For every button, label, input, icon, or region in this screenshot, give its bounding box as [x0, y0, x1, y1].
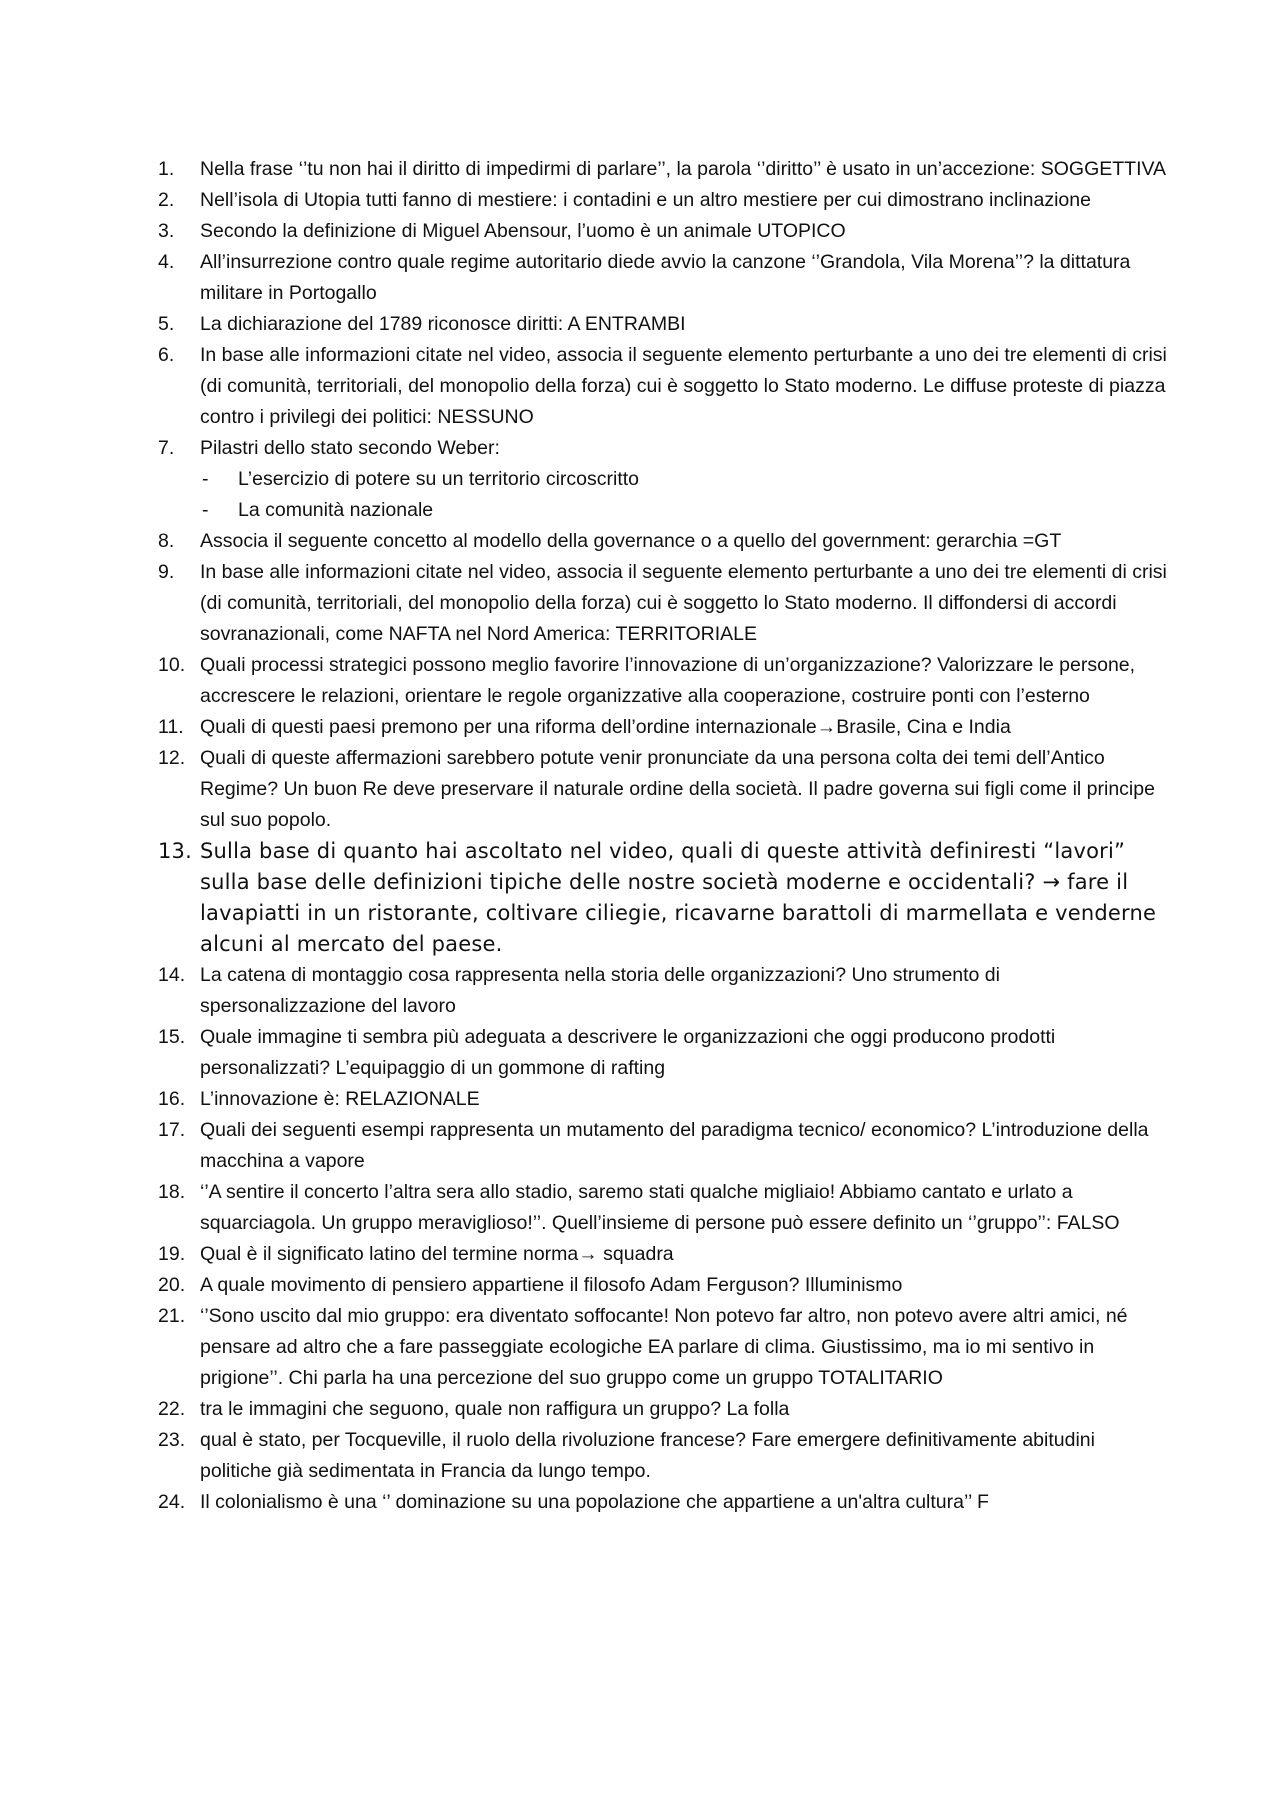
- item-number: 17.: [158, 1119, 186, 1141]
- item-text: Nell’isola di Utopia tutti fanno di mestiere: i contadini e un altro mestiere per cui dimostrano inclinazione: [200, 189, 1091, 211]
- item-number: 13.: [158, 839, 192, 863]
- list-item: [158, 650, 1168, 712]
- item-number: 1.: [158, 158, 175, 180]
- list-item: [158, 154, 1168, 185]
- item-text: In base alle informazioni citate nel video, associa il seguente elemento perturbante a uno dei tre elementi di crisi (di comunità, territoriali, del monopolio della forza) cui è soggetto lo Stato moderno. Il diffondersi di accordi sovranazionali, come NAFTA nel Nord America: TERRITORIALE: [200, 561, 1167, 645]
- item-text: La catena di montaggio cosa rappresenta nella storia delle organizzazioni? Uno strumento di spersonalizzazione del lavoro: [200, 964, 1000, 1017]
- list-item: [158, 743, 1168, 836]
- item-text: In base alle informazioni citate nel video, associa il seguente elemento perturbante a uno dei tre elementi di crisi (di comunità, territoriali, del monopolio della forza) cui è soggetto lo Stato moderno. Le diffuse proteste di piazza contro i privilegi dei politici: NESSUNO: [200, 344, 1167, 428]
- item-number: 21.: [158, 1305, 186, 1327]
- item-text: Quali di queste affermazioni sarebbero potute venir pronunciate da una persona colta dei temi dell’Antico Regime? Un buon Re deve preservare il naturale ordine della società. Il padre governa sui figli come il principe sul suo popolo.: [200, 747, 1155, 831]
- item-number: 22.: [158, 1398, 186, 1420]
- list-item: [158, 1301, 1168, 1394]
- list-item: [158, 960, 1168, 1022]
- list-item: [158, 712, 1168, 743]
- list-item: [158, 247, 1168, 309]
- list-item: [158, 309, 1168, 340]
- item-text: Nella frase ‘’tu non hai il diritto di impedirmi di parlare’’, la parola ‘’diritto’’ è usato in un’accezione: SOGGETTIVA: [200, 158, 1167, 180]
- item-text: Qual è il significato latino del termine norma→ squadra: [200, 1243, 674, 1265]
- item-text: La dichiarazione del 1789 riconosce diritti: A ENTRAMBI: [200, 313, 686, 335]
- list-item: [158, 1239, 1168, 1270]
- list-item: [158, 185, 1168, 216]
- item-number: 10.: [158, 654, 186, 676]
- item-text: Secondo la definizione di Miguel Abensour, l’uomo è un animale UTOPICO: [200, 220, 846, 242]
- item-number: 3.: [158, 220, 175, 242]
- list-item: [158, 836, 1168, 960]
- sub-list-item: [200, 464, 1168, 495]
- item-number: 7.: [158, 437, 175, 459]
- item-number: 20.: [158, 1274, 186, 1296]
- item-number: 23.: [158, 1429, 186, 1451]
- sub-list: [200, 464, 1168, 526]
- sub-list-item: [200, 495, 1168, 526]
- item-number: 18.: [158, 1181, 186, 1203]
- item-number: 9.: [158, 561, 175, 583]
- list-item: [158, 1177, 1168, 1239]
- item-number: 19.: [158, 1243, 186, 1265]
- list-item: [158, 1084, 1168, 1115]
- item-number: 6.: [158, 344, 175, 366]
- item-number: 12.: [158, 747, 186, 769]
- item-text: Pilastri dello stato secondo Weber:: [200, 437, 500, 459]
- list-item: [158, 1115, 1168, 1177]
- item-number: 15.: [158, 1026, 186, 1048]
- dash-bullet: -: [202, 499, 209, 521]
- sub-item-text: La comunità nazionale: [238, 499, 434, 521]
- list-item: [158, 557, 1168, 650]
- list-item: [158, 1394, 1168, 1425]
- item-number: 4.: [158, 251, 175, 273]
- item-number: 11.: [158, 716, 184, 738]
- list-item: [158, 1270, 1168, 1301]
- item-text: ‘’Sono uscito dal mio gruppo: era diventato soffocante! Non potevo far altro, non potevo avere altri amici, né pensare ad altro che a fare passeggiate ecologiche EA parlare di clima. Giustissimo, ma io mi sentivo in prigione’’. Chi parla ha una percezione del suo gruppo come un gruppo TOTALITARIO: [200, 1305, 1128, 1389]
- item-number: 2.: [158, 189, 175, 211]
- list-item: [158, 1425, 1168, 1487]
- item-text: Associa il seguente concetto al modello della governance o a quello del government: gerarchia =GT: [200, 530, 1062, 552]
- item-text: qual è stato, per Tocqueville, il ruolo della rivoluzione francese? Fare emergere definitivamente abitudini politiche già sedimentata in Francia da lungo tempo.: [200, 1429, 1095, 1482]
- item-text: ‘’A sentire il concerto l’altra sera allo stadio, saremo stati qualche migliaio! Abbiamo cantato e urlato a squarciagola. Un gruppo meraviglioso!’’. Quell’insieme di persone può essere definito un ‘’gruppo’’: FALSO: [200, 1181, 1120, 1234]
- answer-list: [158, 154, 1168, 1518]
- item-number: 14.: [158, 964, 186, 986]
- list-item: [158, 1487, 1168, 1518]
- item-text: L’innovazione è: RELAZIONALE: [200, 1088, 480, 1110]
- list-item: [158, 526, 1168, 557]
- list-item: [158, 340, 1168, 433]
- item-number: 16.: [158, 1088, 186, 1110]
- item-text: All’insurrezione contro quale regime autoritario diede avvio la canzone ‘’Grandola, Vila Morena’’? la dittatura militare in Portogallo: [200, 251, 1131, 304]
- item-number: 8.: [158, 530, 175, 552]
- item-text: Quali di questi paesi premono per una riforma dell’ordine internazionale→Brasile, Cina e India: [200, 716, 1011, 738]
- sub-item-text: L’esercizio di potere su un territorio circoscritto: [238, 468, 639, 490]
- item-text: Il colonialismo è una ‘’ dominazione su una popolazione che appartiene a un'altra cultura’’ F: [200, 1491, 989, 1513]
- item-number: 5.: [158, 313, 175, 335]
- item-text: Sulla base di quanto hai ascoltato nel video, quali di queste attività definiresti “lavori” sulla base delle definizioni tipiche delle nostre società moderne e occidentali? → fare il lavapiatti in un ristorante, coltivare ciliegie, ricavarne barattoli di marmellata e venderne alcuni al mercato del paese.: [200, 839, 1157, 956]
- list-item: [158, 1022, 1168, 1084]
- item-text: A quale movimento di pensiero appartiene il filosofo Adam Ferguson? Illuminismo: [200, 1274, 903, 1296]
- item-text: Quali dei seguenti esempi rappresenta un mutamento del paradigma tecnico/ economico? L’introduzione della macchina a vapore: [200, 1119, 1149, 1172]
- item-text: Quale immagine ti sembra più adeguata a descrivere le organizzazioni che oggi producono prodotti personalizzati? L’equipaggio di un gommone di rafting: [200, 1026, 1056, 1079]
- item-text: tra le immagini che seguono, quale non raffigura un gruppo? La folla: [200, 1398, 790, 1420]
- dash-bullet: -: [202, 468, 209, 490]
- list-item: [158, 433, 1168, 526]
- item-text: Quali processi strategici possono meglio favorire l’innovazione di un’organizzazione? Valorizzare le persone, accrescere le relazioni, orientare le regole organizzative alla cooperazione, costruire ponti con l’esterno: [200, 654, 1136, 707]
- item-number: 24.: [158, 1491, 186, 1513]
- list-item: [158, 216, 1168, 247]
